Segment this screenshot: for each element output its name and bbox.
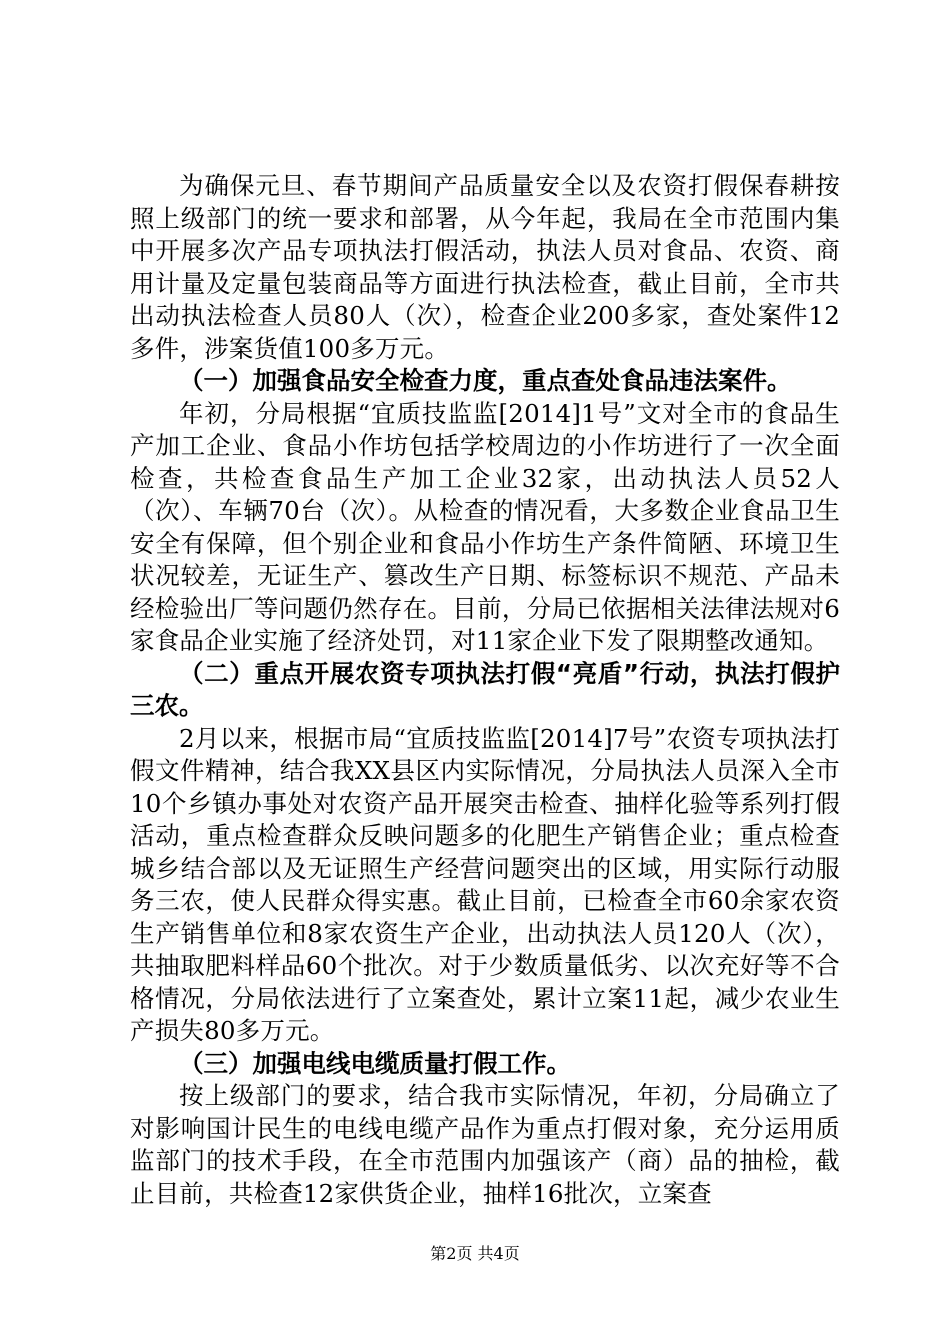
paragraph-wire-cable: 按上级部门的要求，结合我市实际情况，年初，分局确立了对影响国计民生的电线电缆产品作为重点打假对象，充分运用质监部门的技术手段，在全市范围内加强该产（商）品的抽检，截止目前，共检查12家供货企业，抽样16批次，立案查 (130, 1081, 840, 1208)
paragraph-agricultural-supplies: 2月以来，根据市局“宜质技监监[2014]7号”农资专项执法打假文件精神，结合我XX县区内实际情况，分局执法人员深入全市10个乡镇办事处对农资产品开展突击检查、抽样化验等系列打假活动，重点检查群众反映问题多的化肥生产销售企业；重点检查城乡结合部以及无证照生产经营问题突出的区域，用实际行动服务三农，使人民群众得实惠。截止目前，已检查全市60余家农资生产销售单位和8家农资生产企业，出动执法人员120人（次），共抽取肥料样品60个批次。对于少数质量低劣、以次充好等不合格情况，分局依法进行了立案查处，累计立案11起，减少农业生产损失80多万元。 (130, 723, 840, 1045)
section-heading-agricultural-supplies: （二）重点开展农资专项执法打假“亮盾”行动，执法打假护三农。 (130, 658, 840, 720)
paragraph-food-safety: 年初，分局根据“宜质技监监[2014]1号”文对全市的食品生产加工企业、食品小作坊包括学校周边的小作坊进行了一次全面检查，共检查食品生产加工企业32家，出动执法人员52人（次）、车辆70台（次）。从检查的情况看，大多数企业食品卫生安全有保障，但个别企业和食品小作坊生产条件简陋、环境卫生状况较差，无证生产、篡改生产日期、标签标识不规范、产品未经检验出厂等问题仍然存在。目前，分局已依据相关法律法规对6家食品企业实施了经济处罚，对11家企业下发了限期整改通知。 (130, 398, 840, 655)
paragraph-intro: 为确保元旦、春节期间产品质量安全以及农资打假保春耕按照上级部门的统一要求和部署，从今年起，我局在全市范围内集中开展多次产品专项执法打假活动，执法人员对食品、农资、商用计量及定量包装商品等方面进行执法检查，截止目前，全市共出动执法检查人员80人（次），检查企业200多家，查处案件12多件，涉案货值100多万元。 (130, 171, 840, 363)
section-heading-wire-cable: （三）加强电线电缆质量打假工作。 (179, 1048, 571, 1078)
page-footer: 第2页 共4页 (430, 1244, 520, 1263)
document-body (130, 170, 840, 1210)
section-heading-food-safety: （一）加强食品安全检查力度，重点查处食品违法案件。 (179, 366, 792, 395)
